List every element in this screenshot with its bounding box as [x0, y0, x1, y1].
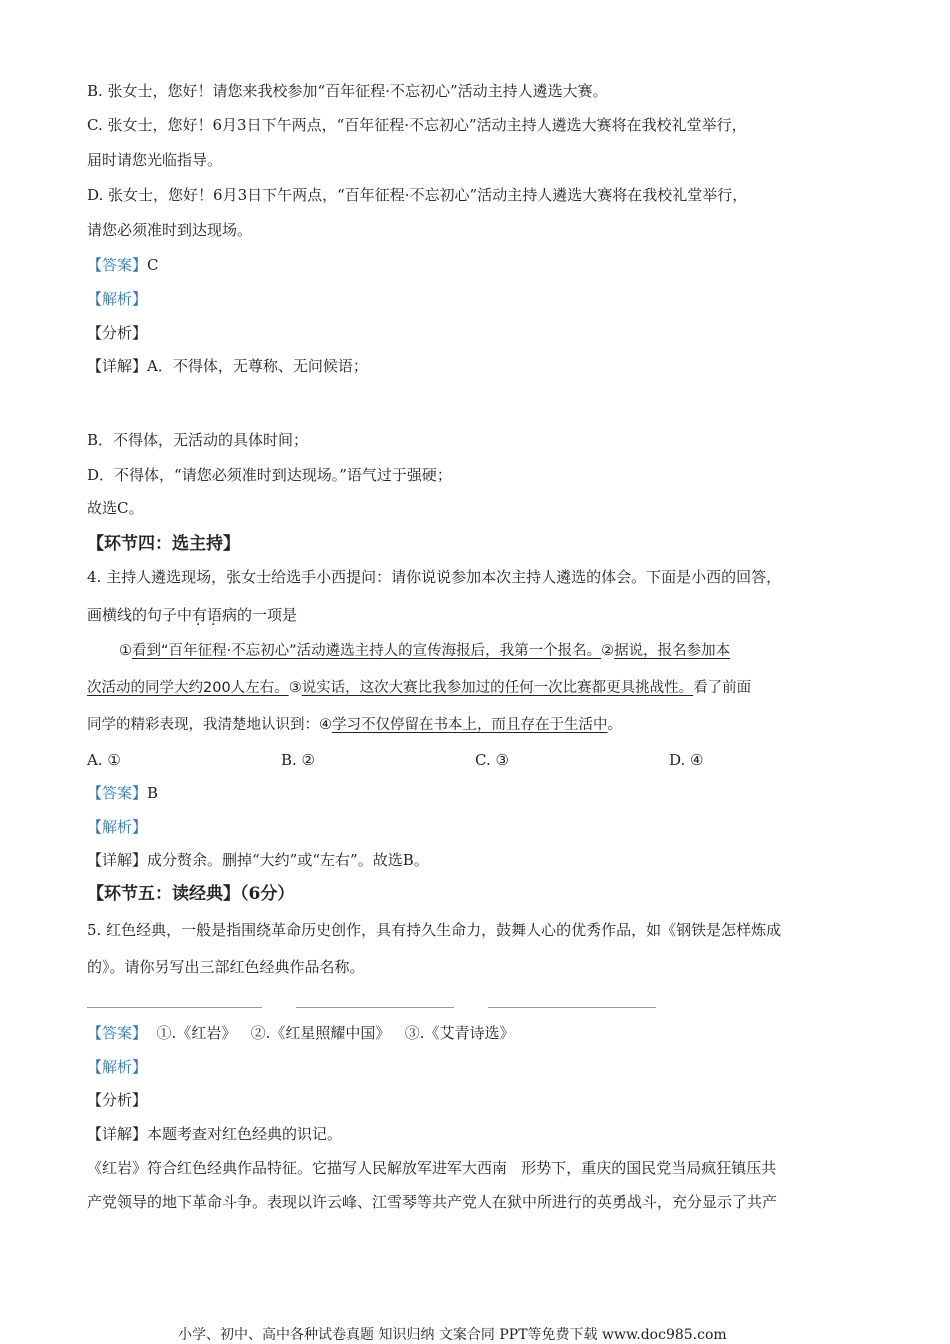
q3-answer — [87, 255, 159, 275]
q3-fenxi-label: 【分析】 — [87, 324, 148, 342]
q4-option-d: D. ④ — [669, 751, 704, 769]
option-c-line1: C. 张女士，您好！6月3日下午两点，“百年征程·不忘初心”活动主持人遴选大赛将在我校礼堂举行， — [87, 116, 747, 134]
detail-text: A．不得体，无尊称、无问候语； — [147, 357, 368, 375]
answer-label: 【答案】 — [87, 256, 148, 274]
emphasis-char: 语 — [207, 606, 223, 624]
answer-value: C — [147, 256, 159, 274]
q4-stem-line2: 画横线的句子中有语病的一项是 — [87, 606, 298, 624]
q5-detail — [87, 1124, 342, 1144]
answer-blank-3[interactable] — [488, 1007, 656, 1008]
section4-title: 【环节四：选主持】 — [87, 534, 240, 554]
q5-para-line2: 产党领导的地下革命斗争。表现以许云峰、江雪琴等共产党人在狱中所进行的英勇战斗，充分显示了共产 — [87, 1193, 778, 1211]
option-c-line2: 届时请您光临指导。 — [87, 151, 223, 169]
footer-text: 小学、初中、高中各种试卷真题 知识归纳 文案合同 PPT等免费下载 www.doc985.com — [178, 1327, 727, 1343]
answer-blank-2[interactable] — [296, 1007, 454, 1008]
q4-answer — [87, 783, 158, 803]
q3-detail-d: D．不得体，“请您必须准时到达现场。”语气过于强硬； — [87, 466, 452, 484]
q4-option-b: B. ② — [281, 751, 316, 769]
sentence-2-part1: 据说，报名参加本 — [614, 643, 731, 659]
q3-analysis-label: 【解析】 — [87, 290, 148, 308]
answer-value: ①.《红岩》 ②.《红星照耀中国》 ③.《艾青诗选》 — [147, 1024, 515, 1042]
q4-passage-line3: 同学的精彩表现，我清楚地认识到：④学习不仅停留在书本上，而且存在于生活中。 — [87, 717, 622, 733]
answer-label: 【答案】 — [87, 1024, 148, 1042]
q4-option-c: C. ③ — [475, 751, 509, 769]
option-d-line1: D. 张女士，您好！6月3日下午两点，“百年征程·不忘初心”活动主持人遴选大赛将在我校礼堂举行， — [87, 186, 748, 204]
answer-label: 【答案】 — [87, 784, 148, 802]
emphasis-char: 有 — [192, 606, 208, 624]
q5-para-line1: 《红岩》符合红色经典作品特征。它描写人民解放军进军大西南 形势下，重庆的国民党当局疯狂镇压共 — [87, 1159, 777, 1177]
q4-stem-line1: 4. 主持人遴选现场，张女士给选手小西提问：请你说说参加本次主持人遴选的体会。下面是小西的回答， — [87, 568, 782, 586]
q5-analysis-label: 【解析】 — [87, 1058, 148, 1076]
option-d-line2: 请您必须准时到达现场。 — [87, 221, 253, 239]
q3-conclusion: 故选C。 — [87, 499, 144, 517]
detail-text: 成分赘余。删掉“大约”或“左右”。故选B。 — [147, 851, 429, 869]
q4-passage-line1: ①看到“百年征程·不忘初心”活动遴选主持人的宣传海报后，我第一个报名。②据说，报名参加本 — [119, 643, 731, 659]
sentence-1: 看到“百年征程·不忘初心”活动遴选主持人的宣传海报后，我第一个报名。 — [132, 643, 602, 659]
detail-label: 【详解】 — [87, 851, 148, 869]
q5-stem-line1: 5. 红色经典，一般是指围绕革命历史创作，具有持久生命力，鼓舞人心的优秀作品，如《钢铁是怎样炼成 — [87, 921, 782, 939]
q4-detail — [87, 850, 429, 870]
section5-title: 【环节五：读经典】（6分） — [87, 884, 295, 904]
option-b: B. 张女士，您好！请您来我校参加“百年征程·不忘初心”活动主持人遴选大赛。 — [87, 82, 608, 100]
q5-stem-line2: 的》。请你另写出三部红色经典作品名称。 — [87, 958, 365, 976]
sentence-2-part2: 次活动的同学大约200人左右。 — [87, 680, 289, 696]
q3-detail-b: B．不得体，无活动的具体时间； — [87, 431, 309, 449]
q4-passage-line2: 次活动的同学大约200人左右。③说实话，这次大赛比我参加过的任何一次比赛都更具挑战性。看了前面 — [87, 680, 752, 696]
sentence-4: 学习不仅停留在书本上，而且存在于生活中 — [332, 717, 608, 733]
q4-analysis-label: 【解析】 — [87, 818, 148, 836]
detail-label: 【详解】 — [87, 1125, 148, 1143]
answer-value: B — [147, 784, 159, 802]
q3-detail-a — [87, 356, 368, 376]
q4-option-a: A. ① — [87, 751, 121, 769]
q5-fenxi-label: 【分析】 — [87, 1091, 148, 1109]
detail-label: 【详解】 — [87, 357, 148, 375]
detail-text: 本题考查对红色经典的识记。 — [147, 1125, 343, 1143]
answer-blank-1[interactable] — [87, 1007, 262, 1008]
q5-answer — [87, 1023, 514, 1043]
sentence-3: 说实话，这次大赛比我参加过的任何一次比赛都更具挑战性。 — [301, 680, 694, 696]
